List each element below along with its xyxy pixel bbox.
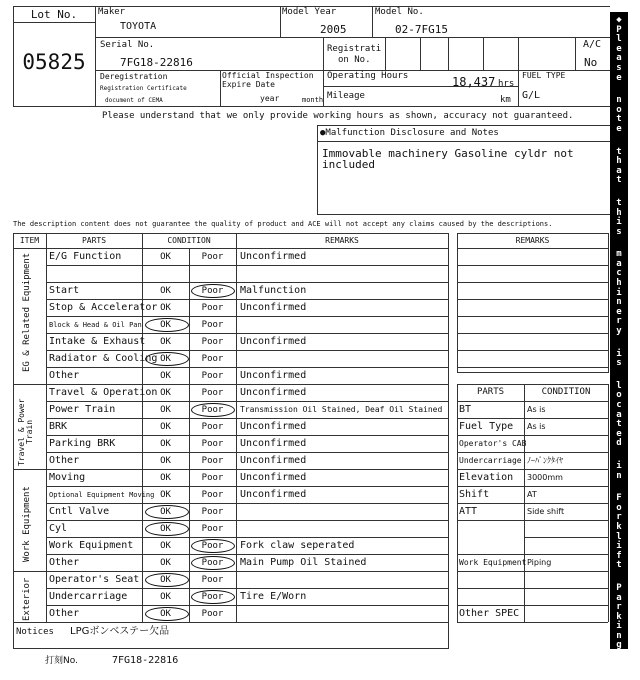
spec-part-label: Operator's CAB (459, 439, 527, 448)
row-divider (46, 537, 448, 538)
row-part-label: Other (49, 455, 80, 466)
spec-part-label: Work Equipment (459, 558, 527, 567)
condition-poor: Poor (201, 575, 224, 585)
model-year-value: 2005 (320, 23, 347, 36)
row-remark: Unconfirmed (240, 251, 307, 262)
row-remark: Main Pump Oil Stained (240, 557, 367, 568)
row-remark: Unconfirmed (240, 438, 307, 449)
condition-poor: Poor (201, 303, 224, 313)
notices-label: Notices (16, 627, 54, 637)
row-part-label: Power Train (49, 404, 116, 415)
selection-circle (191, 539, 235, 553)
row-divider (46, 367, 448, 368)
group-eg-label: EG & Related Equipment (22, 252, 32, 372)
spec-row-divider (457, 503, 608, 504)
year-label: year (260, 94, 280, 103)
row-divider (46, 503, 448, 504)
row-divider (13, 384, 448, 385)
condition-ok: OK (160, 456, 171, 466)
spec-condition-value: AT (527, 490, 537, 499)
row-part-label: Optional Equipment Moving (49, 491, 155, 499)
spec-condition-value: As is (527, 405, 546, 414)
condition-poor: Poor (201, 541, 224, 551)
selection-circle (191, 556, 235, 570)
row-divider (46, 350, 448, 351)
row-remark: Unconfirmed (240, 489, 307, 500)
row-remark: Transmission Oil Stained, Deaf Oil Stained (240, 405, 443, 414)
row-remark: Unconfirmed (240, 387, 307, 398)
row-part-label: Block & Head & Oil Pan (49, 321, 142, 329)
hrs-label: hrs (498, 79, 515, 89)
right-row-divider (457, 265, 608, 266)
spec-row-divider (457, 418, 608, 419)
condition-poor: Poor (201, 252, 224, 262)
spec-condition-value: ﾉｰﾊﾟﾝｸﾀｲﾔ (527, 456, 563, 465)
spec-part-label: Fuel Type (459, 421, 514, 432)
right-row-divider (457, 299, 608, 300)
row-part-label: Other (49, 608, 80, 619)
ac-value: No (584, 56, 598, 69)
row-remark: Malfunction (240, 285, 307, 296)
row-remark: Fork claw seperated (240, 540, 355, 551)
spec-condition-value: Side shift (527, 507, 565, 516)
condition-poor: Poor (201, 456, 224, 466)
condition-ok: OK (160, 507, 171, 517)
spec-part-label: Elevation (459, 472, 514, 483)
condition-ok: OK (160, 422, 171, 432)
condition-poor: Poor (201, 388, 224, 398)
group-travel-label: Travel & Power Train (17, 398, 34, 466)
remarks-header: REMARKS (325, 236, 359, 245)
row-divider (46, 265, 448, 266)
condition-ok: OK (160, 303, 171, 313)
selection-circle (145, 318, 189, 332)
selection-circle (191, 403, 235, 417)
row-divider (13, 571, 448, 572)
condition-poor: Poor (201, 609, 224, 619)
row-part-label: Operator's Seat (49, 574, 140, 585)
row-divider (46, 282, 448, 283)
spec-part-label: Shift (459, 489, 490, 500)
maker-value: TOYOTA (120, 21, 157, 32)
condition-poor: Poor (201, 405, 224, 415)
item-header: ITEM (19, 236, 40, 245)
row-part-label: Start (49, 285, 80, 296)
row-remark: Unconfirmed (240, 370, 307, 381)
condition-ok: OK (160, 371, 171, 381)
row-divider (46, 605, 448, 606)
row-divider (46, 299, 448, 300)
right-row-divider (457, 350, 608, 351)
group-exterior-label: Exterior (22, 577, 32, 621)
operating-hours-label: Operating Hours (327, 71, 409, 81)
row-divider (13, 469, 448, 470)
spec-part-label: Undercarriage (459, 456, 522, 465)
stamp-no-label: 打刻No. (45, 656, 78, 666)
row-divider (46, 435, 448, 436)
selection-circle (145, 505, 189, 519)
row-divider (46, 520, 448, 521)
serial-no-label: Serial No. (100, 40, 155, 50)
row-divider (46, 486, 448, 487)
condition-poor: Poor (201, 473, 224, 483)
sidebar-notice: ◆ P l e a s e n o t e t h a t t h i s m a c h i n e r y i s l o c a t e d i n F o r k l i f t P a r k i n g ◆ (616, 15, 622, 661)
malfunction-text-line-1: Immovable machinery Gasoline cyldr not (322, 147, 574, 160)
condition-poor: Poor (201, 422, 224, 432)
row-part-label: Undercarriage (49, 591, 128, 602)
row-divider (46, 588, 448, 589)
selection-circle (145, 522, 189, 536)
row-divider (46, 452, 448, 453)
row-part-label: Other (49, 370, 80, 381)
official-inspection-label-1: Official Inspection (222, 71, 314, 80)
condition-ok: OK (160, 405, 171, 415)
spec-row-divider (457, 486, 608, 487)
condition-ok: OK (160, 490, 171, 500)
parts-header: PARTS (81, 236, 107, 245)
spec-part-label: Other SPEC (459, 608, 520, 619)
spec-row-divider (457, 452, 608, 453)
spec-condition-value: As is (527, 422, 546, 431)
row-part-label: Travel & Operation (49, 387, 158, 398)
condition-ok: OK (160, 541, 171, 551)
right-row-divider (457, 282, 608, 283)
model-no-label: Model No. (375, 7, 424, 17)
condition-ok: OK (160, 524, 171, 534)
spec-row-divider (524, 537, 608, 538)
condition-ok: OK (160, 252, 171, 262)
condition-poor: Poor (201, 490, 224, 500)
row-part-label: Moving (49, 472, 86, 483)
condition-ok: OK (160, 354, 171, 364)
row-part-label: Cntl Valve (49, 506, 110, 517)
group-work-label: Work Equipment (22, 486, 32, 562)
condition-ok: OK (160, 558, 171, 568)
malfunction-title: ●Malfunction Disclosure and Notes (320, 128, 499, 138)
selection-circle (191, 284, 235, 298)
row-part-label: E/G Function (49, 251, 122, 262)
right-remarks-header: REMARKS (515, 236, 550, 245)
condition-ok: OK (160, 286, 171, 296)
spec-row-divider (457, 622, 608, 623)
selection-circle (145, 352, 189, 366)
row-part-label: Radiator & Cooling (49, 353, 158, 364)
condition-ok: OK (160, 473, 171, 483)
spec-row-divider (457, 520, 608, 521)
stamp-no-value: 7FG18-22816 (112, 655, 179, 666)
document-of-cema-label: document of CEMA (105, 97, 163, 104)
row-remark: Unconfirmed (240, 455, 307, 466)
row-remark: Unconfirmed (240, 421, 307, 432)
spec-row-divider (457, 571, 608, 572)
registration-certificate-label: Registration Certificate (100, 85, 187, 92)
selection-circle (145, 573, 189, 587)
spec-row-divider (457, 588, 608, 589)
spec-part-label: BT (459, 404, 472, 415)
selection-circle (145, 607, 189, 621)
row-divider (46, 554, 448, 555)
condition-ok: OK (160, 609, 171, 619)
condition-poor: Poor (201, 354, 224, 364)
notices-text: LPGボンベステー欠品 (70, 626, 170, 637)
row-part-label: Cyl (49, 523, 68, 534)
condition-poor: Poor (201, 337, 224, 347)
deregistration-label: Deregistration (100, 72, 168, 81)
condition-ok: OK (160, 337, 171, 347)
row-part-label: Other (49, 557, 80, 568)
row-part-label: Intake & Exhaust (49, 336, 146, 347)
row-divider (46, 401, 448, 402)
spec-condition-header: CONDITION (541, 387, 591, 397)
official-inspection-label-2: Expire Date (222, 80, 275, 89)
condition-poor: Poor (201, 371, 224, 381)
operating-hours-value: 18,437 (452, 75, 496, 89)
row-part-label: BRK (49, 421, 68, 432)
spec-parts-header: PARTS (476, 387, 505, 397)
condition-poor: Poor (201, 507, 224, 517)
condition-poor: Poor (201, 592, 224, 602)
mileage-label: Mileage (327, 91, 365, 101)
location-sidebar (610, 12, 628, 661)
selection-circle (191, 590, 235, 604)
spec-part-label: ATT (459, 506, 478, 517)
condition-ok: OK (160, 320, 171, 330)
condition-ok: OK (160, 439, 171, 449)
lot-number: 05825 (22, 50, 86, 74)
working-hours-notice: Please understand that we only provide working hours as shown, accuracy not guaranteed. (102, 111, 574, 121)
condition-ok: OK (160, 388, 171, 398)
row-remark: Unconfirmed (240, 336, 307, 347)
right-row-divider (457, 333, 608, 334)
row-remark: Unconfirmed (240, 472, 307, 483)
model-no-value: 02-7FG15 (395, 23, 448, 36)
registration-no-label-2: on No. (338, 55, 371, 65)
row-part-label: Work Equipment (49, 540, 134, 551)
registration-no-label-1: Registrati (327, 44, 382, 54)
condition-ok: OK (160, 575, 171, 585)
row-divider (46, 418, 448, 419)
spec-row-divider (457, 435, 608, 436)
spec-row-divider (457, 469, 608, 470)
row-part-label: Parking BRK (49, 438, 116, 449)
right-row-divider (457, 316, 608, 317)
condition-poor: Poor (201, 286, 224, 296)
spec-condition-value: 3000mm (527, 473, 563, 482)
lot-no-label: Lot No. (30, 8, 78, 21)
malfunction-text-line-2: included (322, 158, 375, 171)
condition-poor: Poor (201, 320, 224, 330)
serial-no-value: 7FG18-22816 (120, 56, 193, 69)
row-remark: Tire E/Worn (240, 591, 307, 602)
fuel-type-value: G/L (522, 90, 541, 101)
row-divider (46, 333, 448, 334)
model-year-label: Model Year (282, 7, 337, 17)
fuel-type-label: FUEL TYPE (522, 71, 566, 80)
condition-ok: OK (160, 592, 171, 602)
spec-row-divider (457, 554, 608, 555)
condition-poor: Poor (201, 558, 224, 568)
month-label: month (302, 96, 324, 104)
ac-label: A/C (583, 39, 602, 50)
spec-row-divider (457, 605, 608, 606)
row-part-label: Stop & Accelerator (49, 302, 158, 313)
right-row-divider (457, 367, 608, 368)
disclaimer-text: The description content does not guarantee the quality of product and ACE will not accept any claims caused by the descriptions. (13, 220, 553, 228)
row-divider (46, 316, 448, 317)
condition-header: CONDITION (167, 236, 211, 245)
km-label: km (500, 95, 511, 105)
row-remark: Unconfirmed (240, 302, 307, 313)
condition-poor: Poor (201, 524, 224, 534)
spec-condition-value: Piping (527, 558, 552, 567)
condition-poor: Poor (201, 439, 224, 449)
maker-label: Maker (98, 7, 126, 17)
